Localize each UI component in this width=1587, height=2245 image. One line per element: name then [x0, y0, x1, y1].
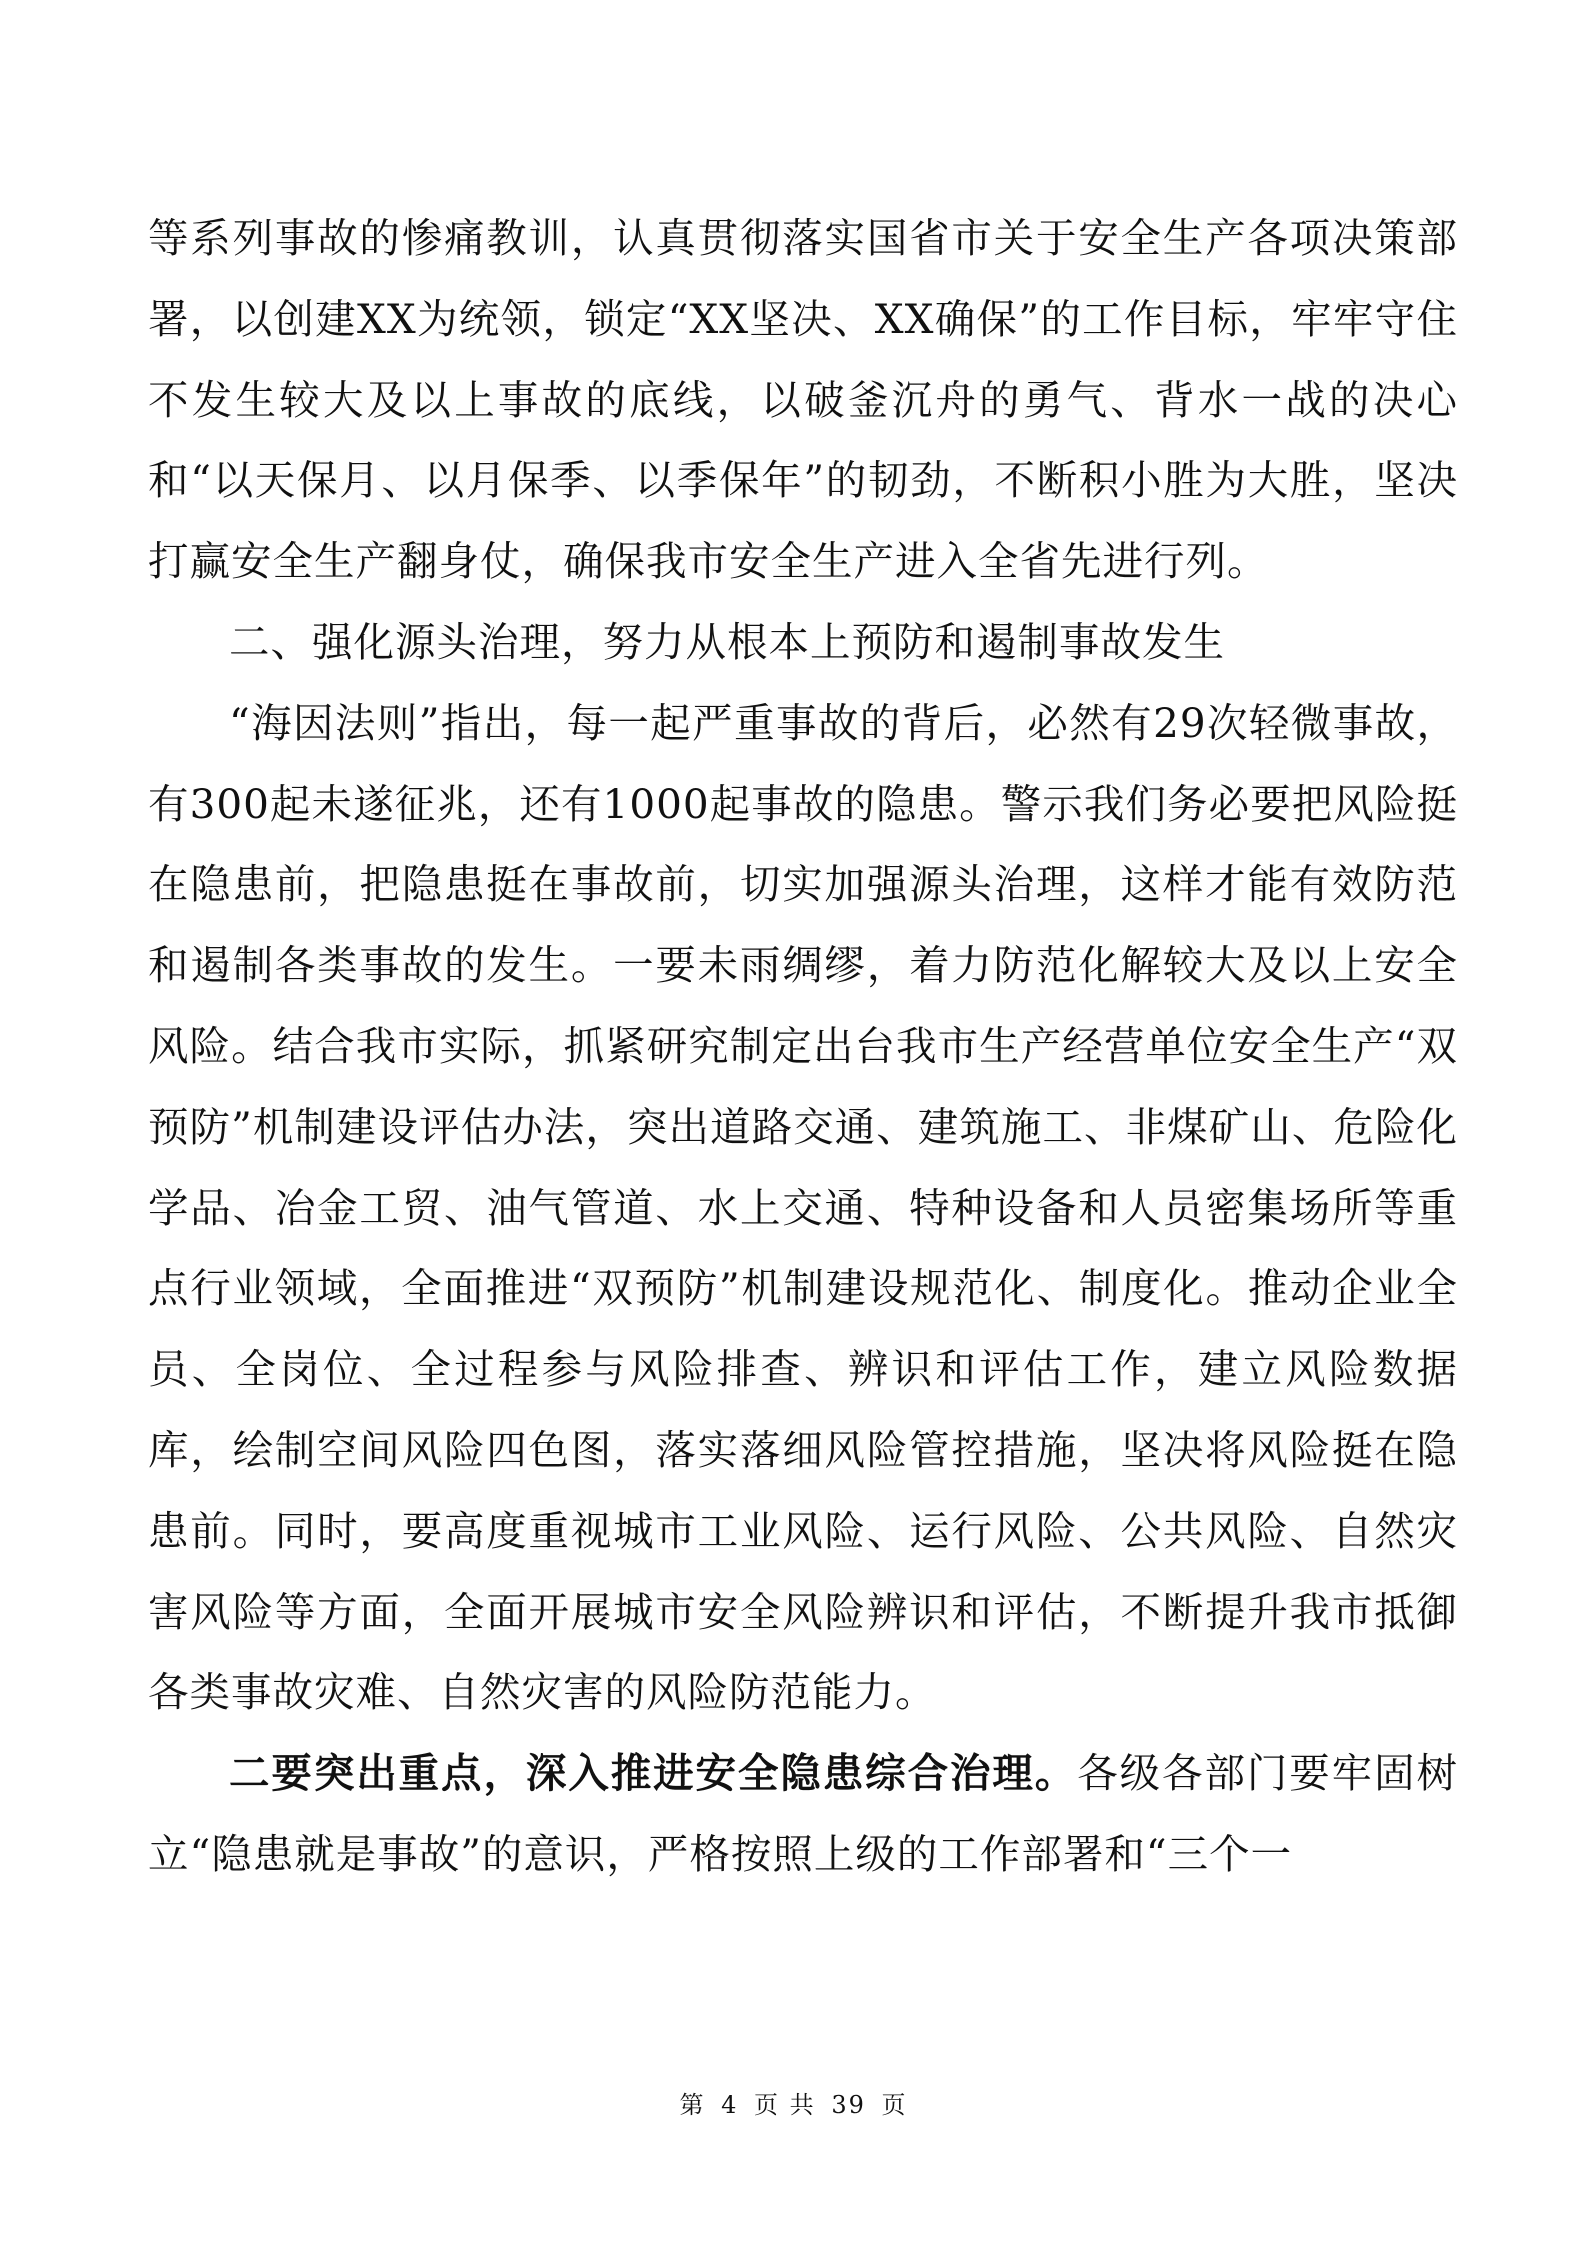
footer-total-pages: 39 [831, 2091, 866, 2119]
paragraph-lead-sentence: 二要突出重点，深入推进安全隐患综合治理。 [229, 1749, 1078, 1798]
document-body [148, 198, 1458, 1895]
footer-page-number: 4 [721, 2091, 739, 2119]
page-footer [0, 2090, 1587, 2120]
footer-prefix: 第 [679, 2091, 706, 2119]
paragraph-continued: 等系列事故的惨痛教训，认真贯彻落实国省市关于安全生产各项决策部署，以创建XX为统领，锁定“XX坚决、XX确保”的工作目标，牢牢守住不发生较大及以上事故的底线，以破釜沉舟的勇气、背水一战的决心和“以天保月、以月保季、以季保年”的韧劲，不断积小胜为大胜，坚决打赢安全生产翻身仗，确保我市安全生产进入全省先进行列。 [148, 214, 1458, 586]
footer-suffix: 页 [881, 2091, 908, 2119]
paragraph-heinrich-law: “海因法则”指出，每一起严重事故的背后，必然有29次轻微事故，有300起未遂征兆，还有1000起事故的隐患。警示我们务必要把风险挺在隐患前，把隐患挺在事故前，切实加强源头治理，这样才能有效防范和遏制各类事故的发生。一要未雨绸缪，着力防范化解较大及以上安全风险。结合我市实际，抓紧研究制定出台我市生产经营单位安全生产“双预防”机制建设评估办法，突出道路交通、建筑施工、非煤矿山、危险化学品、冶金工贸、油气管道、水上交通、特种设备和人员密集场所等重点行业领域，全面推进“双预防”机制建设规范化、制度化。推动企业全员、全岗位、全过程参与风险排查、辨识和评估工作，建立风险数据库，绘制空间风险四色图，落实落细风险管控措施，坚决将风险挺在隐患前。同时，要高度重视城市工业风险、运行风险、公共风险、自然灾害风险等方面，全面开展城市安全风险辨识和评估，不断提升我市抵御各类事故灾难、自然灾害的风险防范能力。 [148, 698, 1458, 1717]
paragraph-second-point [148, 1733, 1458, 1895]
section-heading: 二、强化源头治理，努力从根本上预防和遏制事故发生 [229, 617, 1225, 666]
paragraph-body-text: 各级各部门要牢固树立“隐患就是事故”的意识，严格按照上级的工作部署和“三个一 [148, 1749, 1459, 1878]
footer-middle: 页 共 [754, 2091, 816, 2119]
